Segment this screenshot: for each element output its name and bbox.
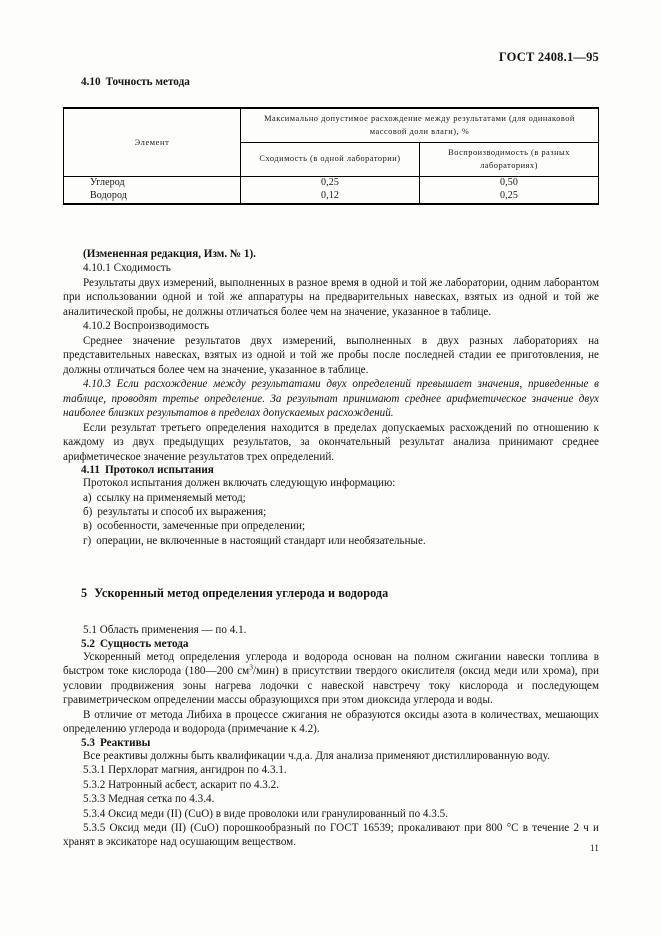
- row-repeat-1: 0,25: [321, 177, 339, 189]
- list-text: особенности, замеченные при определении;: [96, 520, 306, 533]
- clause-5-1-text: 5.1 Область применения — по 4.1.: [83, 624, 247, 637]
- spacer-after-section-5: [63, 601, 599, 623]
- section-title: Сущность метода: [99, 637, 189, 650]
- section-number: 4.10: [81, 76, 101, 88]
- list-text: операции, не включенные в настоящий стандарт или необязательные.: [96, 534, 426, 547]
- revision-note: (Измененная редакция, Изм. № 1).: [83, 248, 256, 260]
- section-heading-5-3: [81, 737, 599, 749]
- row-repro-1: 0,50: [500, 177, 518, 189]
- section-title: Точность метода: [105, 76, 190, 88]
- table-header-repeatability: Сходимость (в одной лаборатории): [241, 143, 420, 177]
- section-number: 5.2: [81, 637, 95, 650]
- clause-5-3-5: 5.3.5 Оксид меди (II) (CuO) порошкообразный по ГОСТ 16539; прокаливают при 800 °С в течение 2 ч и хранят в эксикаторе над осушающим веществом.: [63, 822, 599, 849]
- clause-4-10-2-text: Среднее значение результатов двух измерений, выполненных в двух разных лабораториях на представительных навесках, взятых из одной и той же пробы после последней стадии ее приготовления, не должны отличаться более чем на значение, указанное в таблице.: [63, 334, 599, 376]
- precision-table: [63, 107, 599, 205]
- list-item: [63, 505, 599, 519]
- list-text: ссылку на применяемый метод;: [96, 491, 246, 504]
- clause-5-2-part-a: Ускоренный метод определения углерода и водорода основан на полном сжигании навески топлива в быстром токе кислорода (180—200 см: [63, 650, 599, 678]
- table-cell-repeatability: [241, 177, 420, 205]
- table-header-reproducibility: Воспроизводимость (в разных лабораториях): [420, 143, 599, 177]
- row-element-1: Углерод: [90, 177, 125, 189]
- table-header-element: Элемент: [64, 108, 241, 177]
- row-repro-2: 0,25: [500, 190, 518, 201]
- table-header-span: Максимально допустимое расхождение между результатами (для одинаковой массовой доли влаги), %: [241, 108, 599, 143]
- section-heading-4-11: [81, 464, 599, 476]
- clause-5-3-1: 5.3.1 Перхлорат магния, ангидрон по 4.3.1.: [83, 764, 287, 777]
- list-marker: в): [83, 520, 92, 533]
- row-repeat-2: 0,12: [321, 190, 339, 201]
- section-heading-5-2: [81, 638, 599, 650]
- table-header-row: [64, 108, 599, 143]
- table-row: [64, 177, 599, 205]
- section-number: 5.3: [81, 736, 95, 749]
- section-heading-5: [81, 586, 599, 601]
- page-number: 11: [589, 844, 599, 854]
- list-item: [63, 534, 599, 548]
- section-heading-4-10: [81, 76, 599, 88]
- list-item: [63, 491, 599, 505]
- section-title: Протокол испытания: [104, 464, 214, 477]
- clause-4-10-1-text: Результаты двух измерений, выполненных в разное время в одной и той же лаборатории, одним лаборантом при использовании одной и той же аппаратуры на предварительных навесках, взятых из одной и той же аналитической пробы, не должны отличаться более чем на значение, указанное в таблице.: [63, 276, 599, 318]
- list-item: [63, 519, 599, 533]
- clause-4-10-3-text: 4.10.3 Если расхождение между результатами двух определений превышает значения, приведенные в таблице, проводят третье определение. За результат принимают среднее арифметическое значение двух наиболее близких результатов в пределах допускаемых расхождений.: [63, 378, 599, 420]
- cubic-superscript: 3: [249, 662, 254, 672]
- list-marker: а): [83, 491, 92, 504]
- section-number: 5: [81, 586, 88, 601]
- spacer-after-table: [63, 225, 599, 247]
- clause-4-10-3-followup: Если результат третьего определения находится в пределах допускаемых расхождений по отношению к каждому из двух предыдущих результатов, за окончательный результат анализа принимают среднее арифметическое значение результатов трех определений.: [63, 421, 599, 463]
- clause-5-2-text: [63, 650, 599, 708]
- section-title: Реактивы: [99, 736, 151, 749]
- clause-4-10-2-heading: 4.10.2 Воспроизводимость: [83, 320, 210, 333]
- section-title: Ускоренный метод определения углерода и водорода: [94, 586, 389, 601]
- row-element-2: Водород: [90, 190, 127, 201]
- page-header-standard-code: ГОСТ 2408.1—95: [498, 50, 599, 64]
- clause-4-11-intro: Протокол испытания должен включать следующую информацию:: [83, 477, 396, 490]
- clause-5-3-2: 5.3.2 Натронный асбест, аскарит по 4.3.2.: [83, 778, 280, 791]
- section-number: 4.11: [81, 464, 100, 477]
- table-cell-reproducibility: [420, 177, 599, 205]
- table-cell-element-names: [64, 177, 241, 205]
- clause-5-3-intro: Все реактивы должны быть квалификации ч.д.а. Для анализа применяют дистиллированную воду.: [83, 749, 550, 762]
- clause-5-2-followup: В отличие от метода Либиха в процессе сжигания не образуются оксиды азота в количествах, мешающих определению углерода и водорода (примечание к 4.2).: [63, 708, 599, 736]
- clause-5-3-4: 5.3.4 Оксид меди (II) (CuO) в виде проволоки или гранулированный по 4.3.5.: [83, 807, 449, 820]
- list-marker: г): [83, 534, 92, 547]
- list-text: результаты и способ их выражения;: [97, 505, 267, 518]
- document-body: [63, 76, 599, 850]
- spacer-before-section-5: [63, 548, 599, 586]
- list-marker: б): [83, 505, 93, 518]
- clause-5-3-3: 5.3.3 Медная сетка по 4.3.4.: [83, 793, 215, 806]
- clause-4-10-1-heading: 4.10.1 Сходимость: [83, 262, 171, 275]
- clause-5-2-part-b: /мин) в присутствии твердого окислителя (оксид меди или хрома), при условии продвижения зоны нагрева лодочки с навеской навстречу току кислорода и последующем гравиметрическом определении массы образующихся при этом диоксида углерода и воды.: [63, 665, 599, 707]
